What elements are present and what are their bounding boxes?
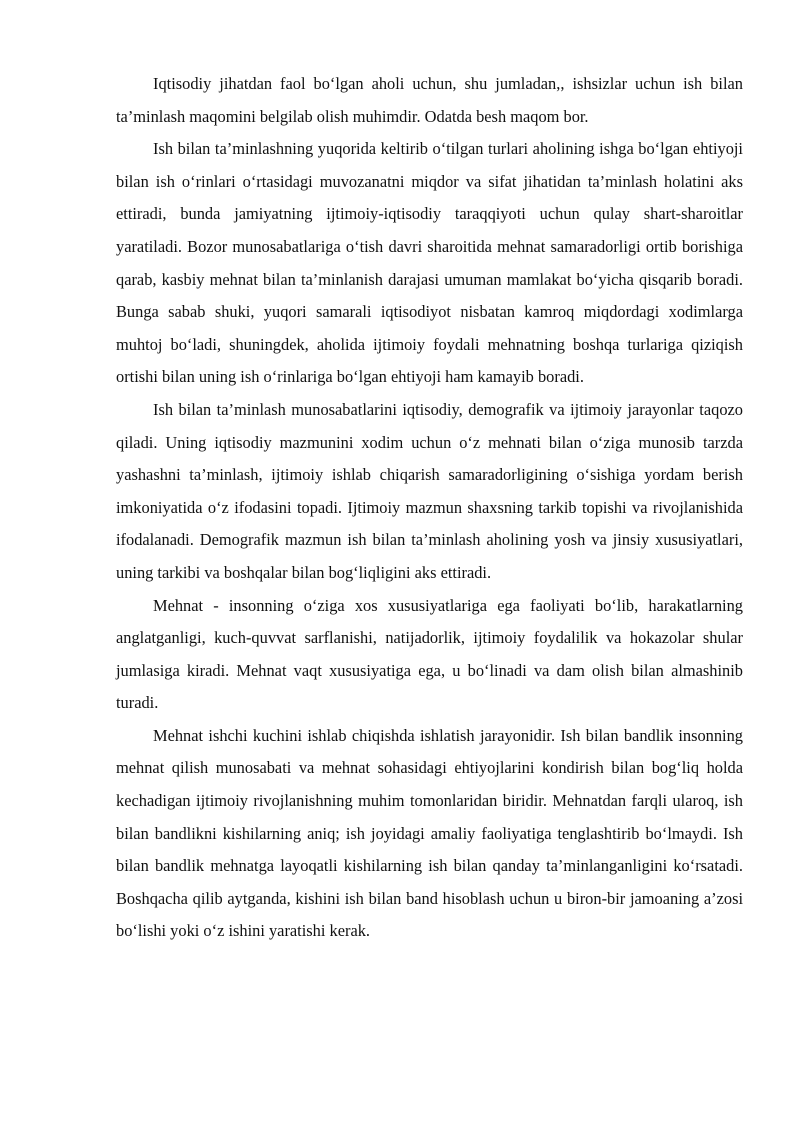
paragraph-4: Mehnat - insonning o‘ziga xos xususiyatlariga ega faoliyati bo‘lib, harakatlarning anglatganligi, kuch-quvvat sarflanishi, natijadorlik, ijtimoiy foydalilik va hokazolar shular jumlasiga kiradi. Mehnat vaqt xususiyatiga ega, u bo‘linadi va dam olish bilan almashinib turadi. (116, 595, 743, 713)
paragraph-1: Iqtisodiy jihatdan faol bo‘lgan aholi uchun, shu jumladan,, ishsizlar uchun ish bilan ta’minlash maqomini belgilab olish muhimdir. Odatda besh maqom bor. (116, 74, 743, 126)
paragraph-3: Ish bilan ta’minlash munosabatlarini iqtisodiy, demografik va ijtimoiy jarayonlar taqozo qiladi. Uning iqtisodiy mazmunini xodim uchun o‘z mehnati bilan o‘ziga munosib tarzda yashashni ta’minlash, ijtimoiy ishlab chiqarish samaradorligining o‘sishiga yordam berish imkoniyatida o‘z ifodasini topadi. Ijtimoiy mazmun shaxsning tarkib topishi va rivojlanishida ifodalanadi. Demografik mazmun ish bilan ta’minlash aholining yosh va jinsiy xususiyatlari, uning tarkibi va boshqalar bilan bog‘liqligini aks ettiradi. (116, 399, 743, 582)
paragraph-5: Mehnat ishchi kuchini ishlab chiqishda ishlatish jarayonidir. Ish bilan bandlik insonning mehnat qilish munosabati va mehnat sohasidagi ehtiyojlarini kondirish bilan bog‘liq holda kechadigan ijtimoiy rivojlanishning muhim tomonlaridan biridir. Mehnatdan farqli ularoq, ish bilan bandlikni kishilarning aniq; ish joyidagi amaliy faoliyatiga tenglashtirib bo‘lmaydi. Ish bilan bandlik mehnatga layoqatli kishilarning ish bilan qanday ta’minlanganligini ko‘rsatadi. Boshqacha qilib aytganda, kishini ish bilan band hisoblash uchun u biron-bir jamoaning a’zosi bo‘lishi yoki o‘z ishini yaratishi kerak. (116, 725, 743, 941)
document-page (116, 68, 743, 948)
paragraph-2: Ish bilan ta’minlashning yuqorida keltirib o‘tilgan turlari aholining ishga bo‘lgan ehtiyoji bilan ish o‘rinlari o‘rtasidagi muvozanatni miqdor va sifat jihatidan ta’minlash holatini aks ettiradi, bunda jamiyatning ijtimoiy-iqtisodiy taraqqiyoti uchun qulay shart-sharoitlar yaratiladi. Bozor munosabatlariga o‘tish davri sharoitida mehnat samaradorligi ortib borishiga qarab, kasbiy mehnat bilan ta’minlanish darajasi umuman mamlakat bo‘yicha qisqarib boradi. Bunga sabab shuki, yuqori samarali iqtisodiyot nisbatan kamroq miqdordagi xodimlarga muhtoj bo‘ladi, shuningdek, aholida ijtimoiy foydali mehnatning boshqa turlariga qiziqish ortishi bilan uning ish o‘rinlariga bo‘lgan ehtiyoji ham kamayib boradi. (116, 139, 743, 387)
